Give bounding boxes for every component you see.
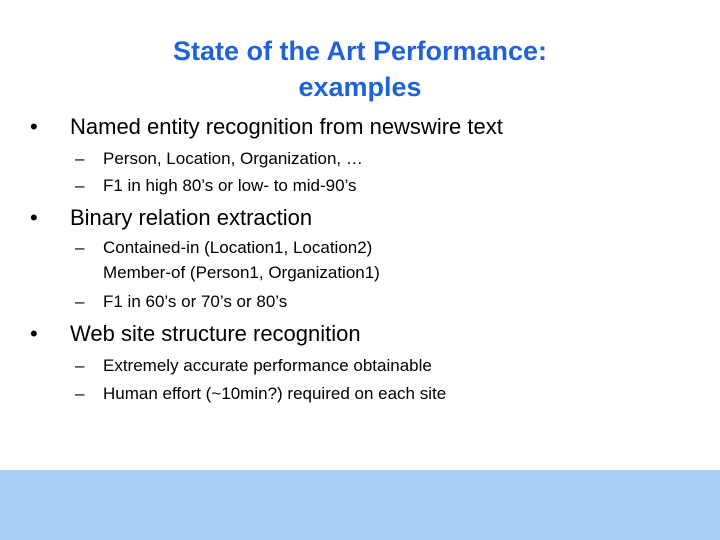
slide-title-line-1: State of the Art Performance:	[172, 36, 548, 66]
sub-bullet-text: F1 in 60’s or 70’s or 80’s	[103, 292, 288, 311]
slide-title-line-2: examples	[298, 72, 422, 102]
sub-bullet-marker: –	[75, 384, 85, 403]
sub-bullet-text: Person, Location, Organization, …	[103, 149, 363, 168]
bullet-label: Binary relation extraction	[70, 205, 313, 230]
bullet-marker: •	[30, 205, 38, 230]
sub-bullet-text: Contained-in (Location1, Location2)	[103, 238, 373, 257]
footer-bar	[0, 470, 720, 540]
sub-bullet-marker: –	[75, 356, 85, 375]
bullet-label: Named entity recognition from newswire text	[70, 114, 503, 139]
sub-bullet-text: Extremely accurate performance obtainable	[103, 356, 432, 375]
sub-bullet-marker: –	[75, 292, 85, 311]
bullet-marker: •	[30, 321, 38, 346]
bullet-label: Web site structure recognition	[70, 321, 361, 346]
sub-bullet-text: Human effort (~10min?) required on each site	[103, 384, 447, 403]
sub-bullet-text: F1 in high 80’s or low- to mid-90’s	[103, 176, 357, 195]
sub-bullet-text: Member-of (Person1, Organization1)	[103, 263, 380, 282]
sub-bullet-marker: –	[75, 176, 85, 195]
bullet-marker: •	[30, 114, 38, 139]
sub-bullet-marker: –	[75, 238, 85, 257]
sub-bullet-marker: –	[75, 149, 85, 168]
